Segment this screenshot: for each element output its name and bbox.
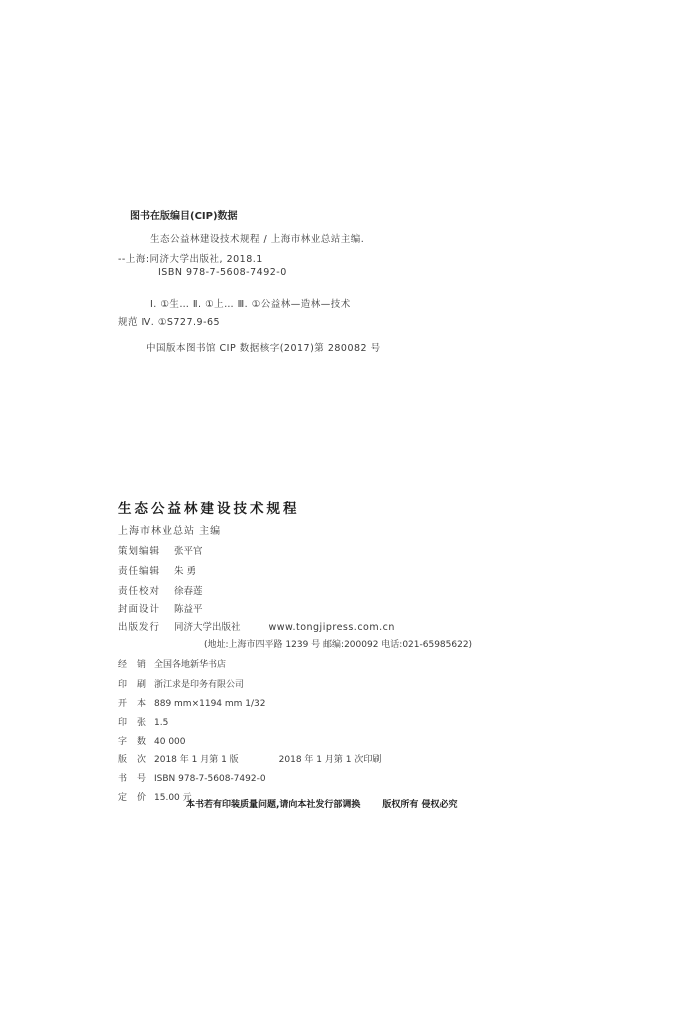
cip-line-classification: 规范 Ⅳ. ①S727.9-65 <box>118 317 221 328</box>
staff-value: 陈益平 <box>174 604 203 615</box>
detail-label: 印张 <box>118 718 157 728</box>
detail-label: 版次 <box>118 755 157 765</box>
detail-value: 全国各地新华书店 <box>154 660 227 670</box>
staff-label: 责任校对 <box>118 586 161 597</box>
detail-value: 1.5 <box>154 718 169 728</box>
publisher-address: (地址:上海市四平路 1239 号 邮编:200092 电话:021-65985622) <box>204 640 473 650</box>
staff-row <box>118 601 203 615</box>
notice-text: 本书若有印装质量问题,请向本社发行部调换 <box>186 800 361 810</box>
staff-label: 责任编辑 <box>118 566 161 577</box>
staff-row <box>118 543 203 557</box>
detail-label: 字数 <box>118 737 157 747</box>
detail-label: 印刷 <box>118 680 157 690</box>
detail-row <box>118 734 186 747</box>
notice-rights: 版权所有 侵权必究 <box>382 800 458 810</box>
publisher-label: 出版发行 <box>118 622 161 633</box>
staff-label: 封面设计 <box>118 604 161 615</box>
detail-row <box>118 696 266 709</box>
cip-line-isbn: ISBN 978-7-5608-7492-0 <box>158 267 287 278</box>
detail-row <box>118 752 381 765</box>
detail-row <box>118 677 244 690</box>
detail-value: 889 mm×1194 mm 1/32 <box>154 699 266 709</box>
cip-line-title: 生态公益林建设技术规程 / 上海市林业总站主编. <box>150 234 365 245</box>
detail-label: 书号 <box>118 774 157 784</box>
detail-value: ISBN 978-7-5608-7492-0 <box>154 774 266 784</box>
staff-value: 徐春莲 <box>174 586 203 597</box>
detail-row <box>118 771 266 784</box>
detail-label: 定价 <box>118 793 157 803</box>
cip-line-record-number: 中国版本图书馆 CIP 数据核字(2017)第 280082 号 <box>146 343 381 354</box>
publisher-url: www.tongjipress.com.cn <box>268 622 395 633</box>
detail-value: 2018 年 1 月第 1 版 <box>154 755 239 765</box>
book-title: 生态公益林建设技术规程 <box>118 501 300 517</box>
detail-row <box>118 790 192 803</box>
book-author: 上海市林业总站 主编 <box>118 526 222 537</box>
publisher-row <box>118 619 395 633</box>
detail-label: 经销 <box>118 660 157 670</box>
staff-value: 朱 勇 <box>174 566 197 577</box>
detail-extra: 2018 年 1 月第 1 次印刷 <box>278 755 382 765</box>
detail-value: 15.00 元 <box>154 793 192 803</box>
detail-row <box>118 715 168 728</box>
cip-line-publisher: --上海:同济大学出版社, 2018.1 <box>118 254 263 265</box>
detail-row <box>118 657 226 670</box>
cip-heading: 图书在版编目(CIP)数据 <box>130 211 238 222</box>
staff-label: 策划编辑 <box>118 546 161 557</box>
staff-row <box>118 583 203 597</box>
cip-line-subject: Ⅰ. ①生… Ⅱ. ①上… Ⅲ. ①公益林—造林—技术 <box>150 299 351 310</box>
copyright-notice <box>186 797 480 810</box>
detail-value: 40 000 <box>154 737 186 747</box>
staff-value: 张平官 <box>174 546 203 557</box>
detail-value: 浙江求是印务有限公司 <box>154 680 245 690</box>
publisher-name: 同济大学出版社 <box>174 622 241 633</box>
staff-row <box>118 563 196 577</box>
detail-label: 开本 <box>118 699 157 709</box>
